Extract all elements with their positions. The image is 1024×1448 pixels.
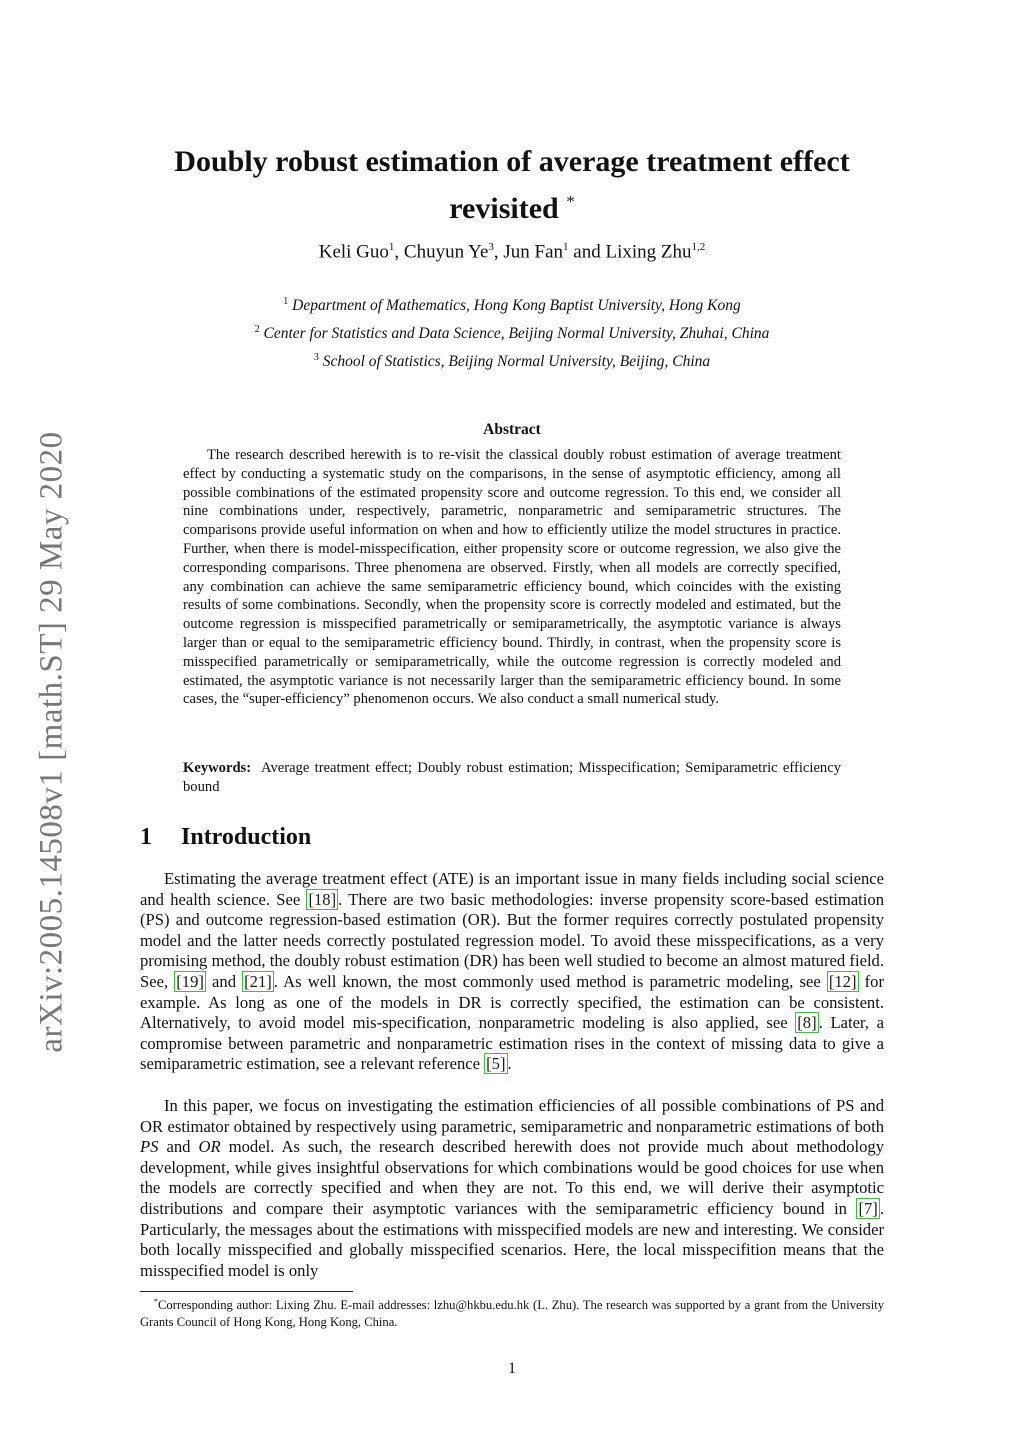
paragraph-text: In this paper, we focus on investigating the estimation efficiencies of all possible combinations of PS and OR estimator obtained by respectively using parametric, semiparametric and nonparametric estimations of both <box>140 1096 884 1136</box>
paragraph-text: model. As such, the research described herewith does not provide much about methodology development, while gives insightful observations for which combinations would be good choices for use when the models are correctly specified and when they are not. To this end, we will derive their asymptotic distributions and compare their asymptotic variances with the semiparametric efficiency bound in <box>140 1137 884 1218</box>
arxiv-identifier-stamp: arXiv:2005.14508v1 [math.ST] 29 May 2020 <box>33 431 70 1053</box>
affiliation-number: 1 <box>283 296 289 307</box>
citation-link[interactable]: [12] <box>828 971 857 991</box>
paper-title <box>140 142 884 229</box>
intro-paragraph-1 <box>140 869 884 1075</box>
author-separator: , <box>493 241 504 263</box>
affiliation-line <box>140 290 884 318</box>
paragraph-text: and <box>158 1137 199 1157</box>
author-name: Jun Fan <box>503 241 564 263</box>
citation-link[interactable]: [5] <box>486 1054 506 1074</box>
section-heading <box>140 824 311 851</box>
paragraph-text: . As well known, the most commonly used method is parametric modeling, see <box>273 971 827 991</box>
paragraph-text: . Particularly, the messages about the estimations with misspecified models are new and interesting. We consider both locally misspecified and globally misspecified scenarios. Here, the local misspecifition means that the misspecified model is only <box>140 1198 884 1280</box>
author-affiliation-mark: 1,2 <box>691 241 706 253</box>
citation-link[interactable]: [21] <box>244 971 272 991</box>
abstract-body: The research described herewith is to re-visit the classical doubly robust estimation of average treatment effect by conducting a systematic study on the comparisons, in the sense of asymptotic efficiency, among all possible combinations of the estimated propensity score and outcome regression. To this end, we consider all nine combinations under, respectively, parametric, nonparametric and semiparametric structures. The comparisons provide useful information on when and how to efficiently utilize the model structures in practice. Further, when there is model-misspecification, either propensity score or outcome regression, we also give the corresponding comparisons. Three phenomena are observed. Firstly, when all models are correctly specified, any combination can achieve the same semiparametric efficiency bound, which coincides with the existing results of some combinations. Secondly, when the propensity score is correctly modeled and estimated, but the outcome regression is misspecified parametrically or semiparametrically, the asymptotic variance is always larger than or equal to the semiparametric efficiency bound. Thirdly, in contrast, when the propensity score is misspecified parametrically or semiparametrically, while the outcome regression is correctly modeled and estimated, the asymptotic variance is not necessarily larger than the semiparametric efficiency bound. In some cases, the “super-efficiency” phenomenon occurs. We also conduct a small numerical study. <box>183 447 841 708</box>
footnote-mark: * <box>154 1297 158 1306</box>
affiliation-number: 3 <box>313 352 319 364</box>
author-name: Lixing Zhu <box>605 241 692 263</box>
author-affiliation-mark: 1 <box>388 241 395 253</box>
author-name: Keli Guo <box>318 241 389 263</box>
page-number: 1 <box>508 1360 516 1377</box>
author-affiliation-mark: 3 <box>488 241 494 253</box>
author-name: Chuyun Ye <box>403 241 489 263</box>
footnote-divider <box>140 1291 353 1292</box>
affiliation-text: Center for Statistics and Data Science, Beijing Normal University, Zhuhai, China <box>263 325 770 343</box>
affiliation-line <box>140 346 884 374</box>
keywords-text: Average treatment effect; Doubly robust estimation; Misspecification; Semiparametric efficiency bound <box>183 760 841 795</box>
paragraph-text: and <box>205 971 243 991</box>
keywords-block <box>183 759 841 797</box>
abstract-heading: Abstract <box>483 421 541 438</box>
footnote <box>140 1294 884 1330</box>
affiliation-line <box>140 318 884 346</box>
paragraph-text: Estimating the average treatment effect (ATE) is an important issue in many fields including social science and health science. See <box>140 869 884 909</box>
footnote-text: Corresponding author: Lixing Zhu. E-mail addresses: lzhu@hkbu.edu.hk (L. Zhu). The research was supported by a grant from the University Grants Council of Hong Kong, Hong Kong, China. <box>140 1298 884 1329</box>
affiliation-list <box>140 290 884 374</box>
section-title: Introduction <box>181 824 312 850</box>
affiliation-number: 2 <box>254 324 260 336</box>
section-number: 1 <box>140 824 152 850</box>
math-symbol: PS <box>140 1137 159 1157</box>
title-footnote-mark[interactable]: * <box>566 192 575 211</box>
paragraph-text: . There are two basic methodologies: inverse propensity score-based estimation (PS) and outcome regression-based estimation (OR). But the former requires correctly postulated propensity model and the latter needs correctly postulated regression model. To avoid these misspecifications, as a very promising method, the doubly robust estimation (DR) has been well studied to become an almost matured field. See, <box>140 889 884 991</box>
paragraph-text: . <box>507 1054 512 1074</box>
paper-title-text: Doubly robust estimation of average treatment effect revisited <box>174 145 850 225</box>
keywords-label: Keywords: <box>183 760 252 776</box>
math-symbol: OR <box>198 1137 221 1157</box>
affiliation-text: School of Statistics, Beijing Normal University, Beijing, China <box>322 353 711 371</box>
author-separator: and <box>568 241 606 263</box>
citation-link[interactable]: [7] <box>858 1198 878 1218</box>
author-list <box>140 241 884 263</box>
paragraph-text: for example. As long as one of the models in DR is correctly specified, the estimation can be consistent. Alternatively, to avoid model mis-specification, nonparametric modeling is also applied, see <box>140 971 884 1033</box>
citation-link[interactable]: [18] <box>308 889 337 909</box>
author-separator: , <box>394 241 404 263</box>
affiliation-text: Department of Mathematics, Hong Kong Baptist University, Hong Kong <box>292 297 741 315</box>
citation-link[interactable]: [8] <box>797 1013 817 1033</box>
intro-paragraph-2 <box>140 1096 884 1281</box>
author-affiliation-mark: 1 <box>563 241 569 253</box>
citation-link[interactable]: [19] <box>176 971 204 991</box>
paragraph-text: . Later, a compromise between parametric and nonparametric estimation rises in the context of missing data to give a semiparametric estimation, see a relevant reference <box>140 1013 884 1074</box>
